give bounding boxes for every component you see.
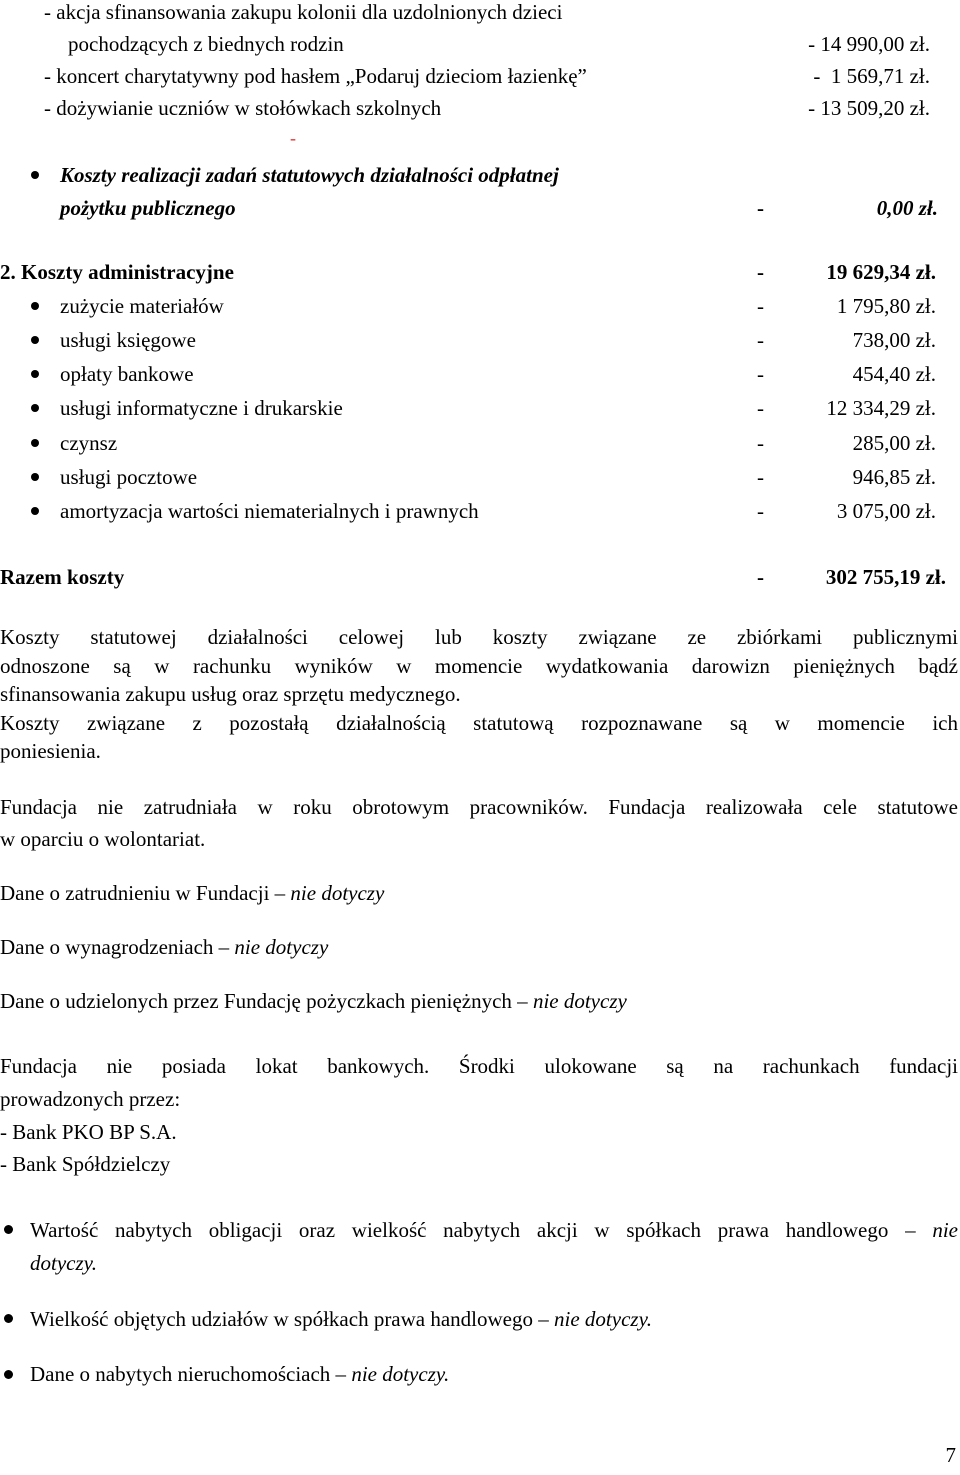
admin-item-label: usługi informatyczne i drukarskie (60, 396, 343, 420)
data-line-italic: nie dotyczy (290, 881, 385, 905)
total-dash: - (757, 565, 764, 589)
admin-item-amount: 946,85 zł. (852, 465, 936, 489)
admin-item-amount: 3 075,00 zł. (836, 499, 936, 523)
page-number: 7 (945, 1443, 956, 1467)
final-bullet-nieruchomosci (30, 1362, 449, 1387)
total-label: Razem koszty (0, 565, 125, 589)
bullet-icon (31, 404, 39, 412)
item-koncert-amount: - 1 569,71 zł. (813, 64, 930, 88)
final-bullet-text: Wartość nabytych obligacji oraz wielkość nabytych akcji w spółkach prawa handlowego – (30, 1218, 933, 1242)
final-bullet-italic: nie dotyczy. (554, 1307, 652, 1331)
bullet-icon (31, 473, 39, 481)
lokaty-line2: prowadzonych przez: (0, 1087, 181, 1111)
final-bullet-italic: nie (932, 1218, 958, 1242)
admin-item-amount: 738,00 zł. (852, 328, 936, 352)
data-line-zatrudnienie (0, 881, 384, 906)
odplatna-amount: 0,00 zł. (876, 196, 938, 220)
admin-item-dash: - (757, 362, 764, 386)
lokaty-line1: Fundacja nie posiada lokat bankowych. Środki ulokowane są na rachunkach fundacji (0, 1054, 958, 1078)
data-line-italic: nie dotyczy (532, 989, 627, 1013)
final-bullet-text: Wielkość objętych udziałów w spółkach prawa handlowego – (30, 1307, 555, 1331)
bullet-icon (31, 507, 39, 515)
bullet-icon (31, 336, 39, 344)
paragraph-line: odnoszone są w rachunku wyników w momencie wydatkowania darowizn pieniężnych bądź (0, 654, 958, 678)
data-line-wynagrodzenia (0, 935, 328, 960)
bullet-icon (31, 302, 39, 310)
paragraph-line: Fundacja nie zatrudniała w roku obrotowym pracowników. Fundacja realizowała cele statutowe (0, 795, 958, 819)
final-bullet-italic: nie dotyczy. (351, 1362, 450, 1386)
admin-item-amount: 12 334,29 zł. (826, 396, 936, 420)
admin-item-label: amortyzacja wartości niematerialnych i prawnych (60, 499, 479, 523)
bullet-icon (4, 1225, 13, 1234)
bullet-icon (4, 1370, 13, 1379)
admin-item-dash: - (757, 499, 764, 523)
item-kolonie-amount: - 14 990,00 zł. (808, 32, 930, 56)
admin-item-amount: 285,00 zł. (852, 431, 936, 455)
bullet-icon (31, 439, 39, 447)
data-line-text: Dane o wynagrodzeniach – (0, 935, 235, 959)
paragraph-line: sfinansowania zakupu usług oraz sprzętu medycznego. (0, 682, 461, 706)
admin-item-amount: 454,40 zł. (852, 362, 936, 386)
paragraph-line: poniesienia. (0, 739, 101, 763)
odplatna-dash: - (757, 196, 764, 220)
bank-item: - Bank PKO BP S.A. (0, 1120, 177, 1144)
data-line-italic: nie dotyczy (234, 935, 329, 959)
admin-item-dash: - (757, 465, 764, 489)
admin-item-dash: - (757, 328, 764, 352)
final-bullet-line2: dotyczy. (30, 1251, 98, 1275)
admin-dash: - (757, 260, 764, 284)
item-dozywianie: - dożywianie uczniów w stołówkach szkolnych (44, 96, 442, 120)
red-dash: - (290, 128, 296, 148)
bank-item: - Bank Spółdzielczy (0, 1152, 171, 1176)
admin-amount: 19 629,34 zł. (826, 260, 936, 284)
bullet-icon (31, 171, 39, 179)
odplatna-line1: Koszty realizacji zadań statutowych działalności odpłatnej (60, 163, 559, 187)
admin-item-label: usługi księgowe (60, 328, 196, 352)
item-kolonie-line1: - akcja sfinansowania zakupu kolonii dla uzdolnionych dzieci (44, 0, 563, 24)
data-line-pozyczki (0, 989, 627, 1014)
admin-item-label: opłaty bankowe (60, 362, 194, 386)
admin-item-label: zużycie materiałów (60, 294, 224, 318)
data-line-text: Dane o udzielonych przez Fundację pożyczkach pieniężnych – (0, 989, 533, 1013)
data-line-text: Dane o zatrudnieniu w Fundacji – (0, 881, 291, 905)
admin-item-label: usługi pocztowe (60, 465, 198, 489)
paragraph-line: Koszty statutowej działalności celowej lub koszty związane ze zbiórkami publicznymi (0, 625, 958, 649)
item-kolonie-line2: pochodzących z biednych rodzin (68, 32, 344, 56)
final-bullet-line1 (30, 1218, 958, 1243)
paragraph-line: Koszty związane z pozostałą działalnością statutową rozpoznawane są w momencie ich (0, 711, 958, 735)
odplatna-line2: pożytku publicznego (60, 196, 236, 220)
final-bullet-udzialy (30, 1307, 652, 1332)
admin-title: 2. Koszty administracyjne (0, 260, 234, 284)
bullet-icon (31, 370, 39, 378)
item-koncert: - koncert charytatywny pod hasłem „Podaruj dzieciom łazienkę” (44, 64, 587, 88)
total-amount: 302 755,19 zł. (825, 565, 946, 589)
admin-item-dash: - (757, 396, 764, 420)
final-bullet-text: Dane o nabytych nieruchomościach – (30, 1362, 352, 1386)
admin-item-amount: 1 795,80 zł. (836, 294, 936, 318)
paragraph-line: w oparciu o wolontariat. (0, 827, 206, 851)
admin-item-dash: - (757, 294, 764, 318)
bullet-icon (4, 1314, 13, 1323)
admin-item-label: czynsz (60, 431, 118, 455)
admin-item-dash: - (757, 431, 764, 455)
item-dozywianie-amount: - 13 509,20 zł. (808, 96, 930, 120)
